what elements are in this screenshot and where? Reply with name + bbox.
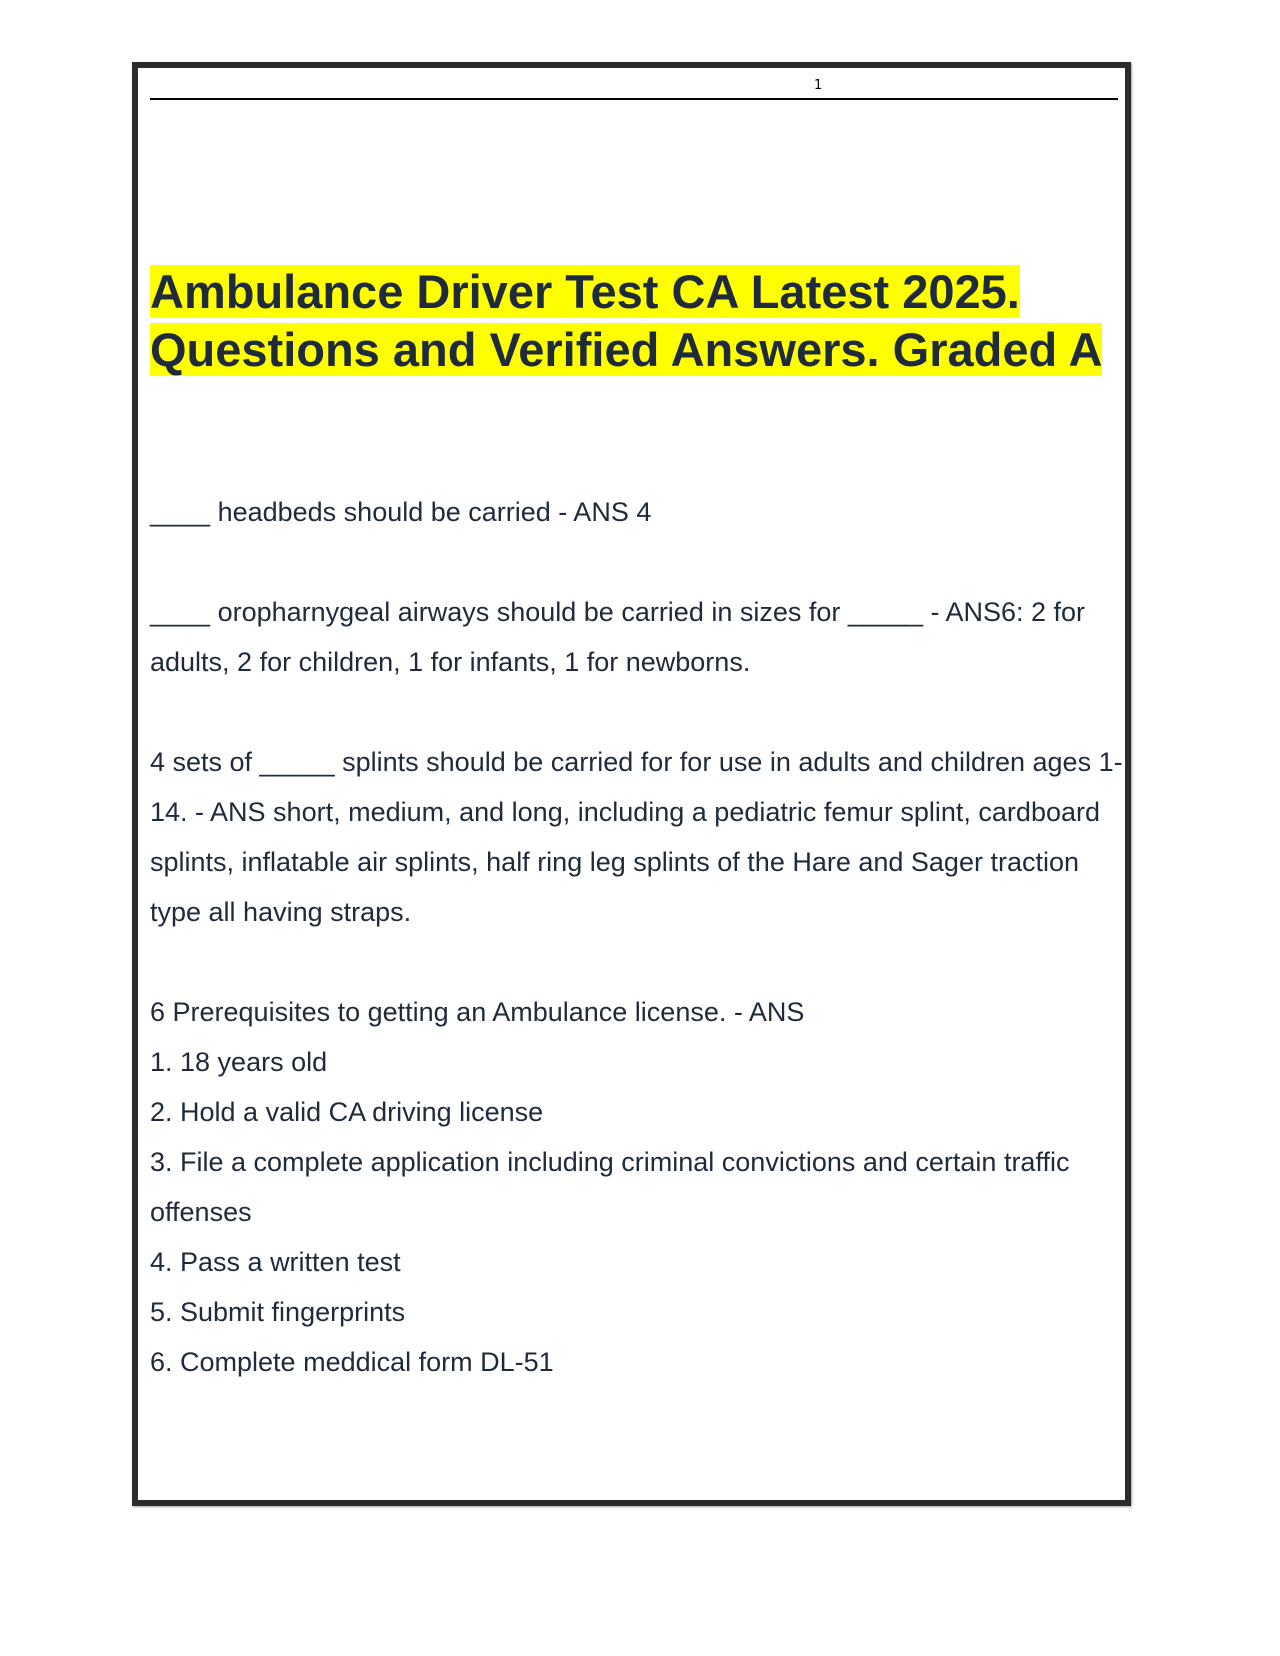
prerequisite-item: 5. Submit fingerprints xyxy=(150,1297,406,1327)
prerequisite-item: 2. Hold a valid CA driving license xyxy=(150,1097,544,1127)
qa-item-prerequisites xyxy=(150,987,1125,1387)
qa-item-headbeds: ____ headbeds should be carried - ANS 4 xyxy=(150,497,652,527)
prerequisite-item: 1. 18 years old xyxy=(150,1047,328,1077)
prerequisite-item: 4. Pass a written test xyxy=(150,1247,401,1277)
document-body xyxy=(150,487,1125,1387)
qa-item-airways: ____ oropharnygeal airways should be carried in sizes for _____ - ANS6: 2 for adults, 2 for children, 1 for infants, 1 for newborns. xyxy=(150,597,1086,677)
prerequisite-item: 3. File a complete application including criminal convictions and certain traffic offenses xyxy=(150,1147,1070,1227)
page-header xyxy=(150,74,1118,100)
title-highlight: Ambulance Driver Test CA Latest 2025. Questions and Verified Answers. Graded A xyxy=(150,265,1103,376)
prerequisite-item: 6. Complete meddical form DL-51 xyxy=(150,1347,554,1377)
document-title xyxy=(150,263,1122,379)
prerequisites-question: 6 Prerequisites to getting an Ambulance license. - ANS xyxy=(150,997,805,1027)
qa-item-splints: 4 sets of _____ splints should be carried for for use in adults and children ages 1-14. - ANS short, medium, and long, including a pediatric femur splint, cardboard splints, inflatable air splints, half ring leg splints of the Hare and Sager traction type all having straps. xyxy=(150,747,1123,927)
page-number: 1 xyxy=(814,78,823,93)
